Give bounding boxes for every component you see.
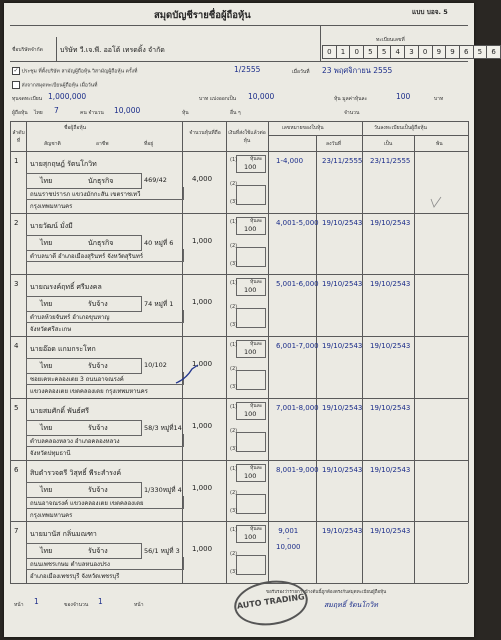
row-paid-marker-1: (1) bbox=[230, 465, 238, 472]
row-address-2: ตำบลคลองหลวง อำเภอคลองหลวง bbox=[30, 437, 120, 445]
header-occupation: อาชีพ bbox=[96, 141, 109, 147]
meeting-line: ✓ ประชุม ที่ตั้งบริษัท สามัญผู้ถือหุ้น วิสามัญผู้ถือหุ้น ครั้งที่ bbox=[13, 67, 138, 75]
row-address-1: 10/102 bbox=[144, 361, 167, 370]
header-name: ชื่อผู้ถือหุ้น bbox=[64, 125, 87, 131]
share-par: 100 bbox=[396, 92, 411, 101]
row-nationality: ไทย bbox=[40, 238, 53, 247]
header-address: ที่อยู่ bbox=[144, 141, 154, 147]
row-reg-date: 19/10/2543 bbox=[322, 527, 363, 536]
row-seq: 5 bbox=[14, 403, 19, 412]
row-shares: 1,000 bbox=[192, 545, 213, 554]
row-reg-date: 19/10/2543 bbox=[322, 218, 363, 227]
row-share-numbers: 8,001-9,000 bbox=[276, 465, 319, 474]
header-reg-date: ลงวันที่ bbox=[326, 141, 342, 147]
row-name: นายวัฒน์ มั่งมี bbox=[30, 221, 73, 230]
row-paid-unit: หุ้นละ bbox=[250, 156, 263, 162]
row-reg-date: 23/11/2555 bbox=[322, 157, 363, 165]
row-occupation: รับจ้าง bbox=[88, 547, 108, 556]
row-occupation: รับจ้าง bbox=[88, 485, 108, 494]
reg-digit-box: 5 bbox=[473, 45, 488, 59]
count-label: จำนวน bbox=[344, 110, 360, 116]
row-name: นายสมศักดิ์ พันธ์ศรี bbox=[30, 406, 90, 415]
reg-digit-box: 9 bbox=[432, 45, 447, 59]
row-paid-marker-1: (1) bbox=[230, 280, 238, 287]
row-shares: 1,000 bbox=[192, 360, 213, 369]
row-nationality: ไทย bbox=[40, 485, 53, 494]
page-label: หน้า bbox=[14, 602, 24, 608]
reg-digit-box: 6 bbox=[486, 45, 501, 59]
row-seq: 7 bbox=[14, 527, 19, 536]
row-nationality: ไทย bbox=[40, 362, 53, 371]
row-address-3: กรุงเทพมหานคร bbox=[30, 511, 73, 519]
registration-number-boxes bbox=[322, 45, 500, 58]
row-paid-marker-2: (2) bbox=[230, 366, 238, 373]
holder-shares: 10,000 bbox=[114, 106, 141, 115]
row-shares: 1,000 bbox=[192, 236, 213, 245]
row-holder-since: 19/10/2543 bbox=[370, 280, 411, 289]
row-holder-since: 19/10/2543 bbox=[370, 218, 411, 227]
header-holder-since: เป็น bbox=[384, 141, 393, 147]
reg-digit-box: 0 bbox=[418, 45, 433, 59]
row-address-2: ถนนเพชรเกษม ตำบลหนองปรง bbox=[30, 561, 110, 569]
date-label: เมื่อวันที่ bbox=[292, 69, 310, 75]
row-address-2: ถนนราชปรารภ แขวงมักกะสัน เขตราชเทวี bbox=[30, 191, 141, 198]
row-paid: 100 bbox=[244, 348, 257, 357]
row-address-1: 74 หมู่ที่ 1 bbox=[144, 300, 174, 309]
row-share-numbers: 1-4,000 bbox=[276, 157, 304, 165]
row-occupation: รับจ้าง bbox=[88, 362, 108, 371]
row-address-1: 469/42 bbox=[144, 176, 167, 184]
foreign-label: อื่น ๆ bbox=[230, 110, 241, 116]
row-seq: 2 bbox=[14, 218, 19, 227]
meeting-date: 23 พฤศจิกายน 2555 bbox=[322, 66, 393, 75]
holder-label: ผู้ถือหุ้น bbox=[12, 110, 28, 116]
row-paid: 100 bbox=[244, 163, 257, 171]
row-holder-since: 19/10/2543 bbox=[370, 465, 411, 474]
row-holder-since: 19/10/2543 bbox=[370, 527, 411, 536]
capital-label: ทุนจดทะเบียน bbox=[12, 96, 43, 102]
row-paid-marker-3: (3) bbox=[230, 507, 238, 514]
share-unit: หุ้น มูลค่าหุ้นละ bbox=[334, 96, 368, 102]
row-nationality: ไทย bbox=[40, 423, 53, 432]
row-address-3: แขวงคลองเตย เขตคลองเตย กรุงเทพมหานคร bbox=[30, 388, 148, 396]
row-paid-marker-3: (3) bbox=[230, 322, 238, 329]
row-shares: 1,000 bbox=[192, 298, 213, 307]
header-nationality: สัญชาติ bbox=[44, 141, 61, 147]
header-shares: จำนวนหุ้นที่ถือ bbox=[189, 130, 221, 136]
row-reg-date: 19/10/2543 bbox=[322, 280, 363, 289]
row-nationality: ไทย bbox=[40, 300, 53, 309]
meeting-checkbox[interactable]: ✓ bbox=[13, 67, 19, 74]
row-name: นายสุกฤษฎ์ รัตนโกวิท bbox=[30, 160, 97, 168]
signature: สมฤทธิ์ รัตนโกวิท bbox=[324, 601, 378, 609]
row-address-1: 58/3 หมู่ที่14 bbox=[144, 423, 182, 432]
row-address-2: ตำบลห้วยจันทร์ อำเภอขุนหาญ bbox=[30, 314, 110, 322]
row-holder-since: 19/10/2543 bbox=[370, 342, 411, 351]
row-paid-unit: หุ้นละ bbox=[250, 217, 263, 224]
row-name: นายอ๊อด แกมกระโทก bbox=[30, 345, 96, 354]
row-address-3: อำเภอเมืองเพชรบุรี จังหวัดเพชรบุรี bbox=[30, 573, 120, 581]
certify-text: ขอรับรองว่ารายการข้างต้นนี้ถูกต้องตรงกับสมุดทะเบียนผู้ถือหุ้น bbox=[266, 590, 387, 595]
reg-digit-box: 3 bbox=[404, 45, 419, 59]
form-code: แบบ บอจ. 5 bbox=[412, 8, 448, 16]
document-page bbox=[4, 3, 496, 637]
row-paid-marker-1: (1) bbox=[230, 157, 238, 163]
header-seq: ลำดับที่ bbox=[12, 130, 25, 144]
pen-mark-icon bbox=[174, 363, 204, 387]
row-occupation: รับจ้าง bbox=[88, 300, 108, 309]
row-paid-marker-2: (2) bbox=[230, 304, 238, 311]
row-holder-since: 23/11/2555 bbox=[370, 157, 411, 165]
row-paid-marker-1: (1) bbox=[230, 527, 238, 534]
row-seq: 6 bbox=[14, 465, 19, 474]
page-number: 1 bbox=[34, 597, 39, 606]
header-share-numbers: เลขหมายของใบหุ้น bbox=[282, 125, 324, 131]
row-paid-unit: หุ้นละ bbox=[250, 341, 263, 348]
row-shares: 1,000 bbox=[192, 483, 213, 492]
header-holder-date: วันลงทะเบียนเป็นผู้ถือหุ้น bbox=[374, 125, 427, 131]
row-address-1: 1/330หมู่ที่ 4 bbox=[144, 485, 182, 494]
holder-thai-count: 7 bbox=[54, 106, 59, 115]
row-address-2: ซอยเคหะคลองเตย 3 ถนนอาจณรงค์ bbox=[30, 376, 124, 384]
row-paid-unit: หุ้นละ bbox=[250, 279, 263, 286]
row-holder-since: 19/10/2543 bbox=[370, 403, 411, 412]
company-stamp: AUTO TRADING bbox=[231, 576, 310, 630]
row-address-2: ตำบลนาดี อำเภอเมืองสุรินทร์ จังหวัดสุรินทร์ bbox=[30, 252, 144, 260]
reg-digit-box: 0 bbox=[349, 45, 364, 59]
pages-unit: หน้า bbox=[134, 602, 144, 608]
row-paid-marker-1: (1) bbox=[230, 342, 238, 349]
row-address-3: กรุงเทพมหานคร bbox=[30, 203, 73, 210]
row-name: สิบตำรวจตรี วิสุทธิ์ พีระสำรงค์ bbox=[30, 468, 122, 477]
holder-person-label: คน จำนวน bbox=[80, 110, 104, 116]
row-occupation: รับจ้าง bbox=[88, 423, 108, 432]
row-shares: 1,000 bbox=[192, 421, 213, 430]
reg-digit-box: 5 bbox=[377, 45, 392, 59]
row-share-numbers: 6,001-7,000 bbox=[276, 342, 319, 351]
row-address-1: 56/1 หมู่ที่ 3 bbox=[144, 547, 180, 556]
capital-unit: บาท แบ่งออกเป็น bbox=[199, 96, 237, 102]
row-seq: 4 bbox=[14, 342, 19, 351]
of-label: ของจำนวน bbox=[64, 602, 89, 608]
row-paid-marker-2: (2) bbox=[230, 242, 238, 249]
holder-thai-label: ไทย bbox=[34, 110, 43, 116]
row-paid-unit: หุ้นละ bbox=[250, 402, 263, 409]
company-label: ชื่อบริษัทจำกัด bbox=[12, 47, 43, 53]
header-paid: เงินที่ส่งใช้แล้วต่อหุ้น bbox=[228, 130, 266, 144]
total-pages: 1 bbox=[98, 597, 103, 606]
row-nationality: ไทย bbox=[40, 547, 53, 556]
row-share-numbers: 5,001-6,000 bbox=[276, 280, 319, 289]
row-paid: 100 bbox=[244, 409, 257, 418]
alt-checkbox[interactable] bbox=[12, 81, 20, 89]
row-paid-marker-1: (1) bbox=[230, 403, 238, 410]
share-count: 10,000 bbox=[248, 92, 275, 101]
row-paid-marker-3: (3) bbox=[230, 199, 238, 205]
row-occupation: นักธุรกิจ bbox=[88, 238, 114, 247]
row-seq: 1 bbox=[14, 157, 19, 165]
row-occupation: นักธุรกิจ bbox=[88, 177, 114, 185]
reg-digit-box: 1 bbox=[336, 45, 351, 59]
row-nationality: ไทย bbox=[40, 177, 53, 185]
row-reg-date: 19/10/2543 bbox=[322, 465, 363, 474]
row-paid-marker-3: (3) bbox=[230, 384, 238, 391]
row-paid: 100 bbox=[244, 533, 257, 542]
holder-shares-unit: หุ้น bbox=[182, 110, 189, 116]
row-seq: 3 bbox=[14, 280, 19, 289]
row-address-2: ถนนอาจณรงค์ แขวงคลองเตย เขตคลองเตย bbox=[30, 499, 144, 507]
row-address-3: จังหวัดปทุมธานี bbox=[30, 449, 71, 457]
baht-label: บาท bbox=[434, 96, 444, 102]
row-paid-marker-1: (1) bbox=[230, 218, 238, 225]
row-paid-unit: หุ้นละ bbox=[250, 526, 263, 533]
row-share-numbers: 9,001 - 10,000 bbox=[276, 527, 301, 552]
reg-digit-box: 5 bbox=[363, 45, 378, 59]
row-paid-marker-3: (3) bbox=[230, 445, 238, 452]
row-paid-marker-3: (3) bbox=[230, 260, 238, 267]
reg-digit-box: 9 bbox=[445, 45, 460, 59]
meeting-number: 1/2555 bbox=[234, 65, 261, 74]
row-name: นายมานัส กลิ่นมณฑา bbox=[30, 530, 97, 539]
capital-value: 1,000,000 bbox=[48, 92, 87, 101]
row-paid: 100 bbox=[244, 471, 257, 480]
row-paid: 100 bbox=[244, 286, 257, 295]
row-reg-date: 19/10/2543 bbox=[322, 342, 363, 351]
alt-line: ส่งจากสมุดทะเบียนผู้ถือหุ้น เมื่อวันที่ bbox=[12, 81, 97, 90]
document-title: สมุดบัญชีรายชื่อผู้ถือหุ้น bbox=[154, 10, 251, 21]
reg-no-label: ทะเบียนเลขที่ bbox=[376, 37, 405, 43]
row-share-numbers: 4,001-5,000 bbox=[276, 218, 319, 227]
row-paid-unit: หุ้นละ bbox=[250, 464, 263, 471]
row-reg-date: 19/10/2543 bbox=[322, 403, 363, 412]
row-paid-marker-2: (2) bbox=[230, 489, 238, 496]
row-address-1: 40 หมู่ที่ 6 bbox=[144, 238, 174, 247]
row-address-3: จังหวัดศรีสะเกษ bbox=[30, 326, 72, 334]
row-paid-marker-2: (2) bbox=[230, 551, 238, 558]
reg-digit-box: 0 bbox=[322, 45, 337, 59]
company-name: บริษัท วี.เจ.พี. ออโต้ เทรดดิ้ง จำกัด bbox=[60, 46, 165, 54]
reg-digit-box: 6 bbox=[459, 45, 474, 59]
row-share-numbers: 7,001-8,000 bbox=[276, 403, 319, 412]
reg-digit-box: 4 bbox=[390, 45, 405, 59]
row-shares: 4,000 bbox=[192, 175, 213, 183]
row-name: นายณรงค์ฤทธิ์ ศรีมงคล bbox=[30, 283, 102, 292]
row-paid-marker-2: (2) bbox=[230, 181, 238, 187]
row-paid-marker-2: (2) bbox=[230, 427, 238, 434]
check-mark-icon bbox=[429, 195, 443, 209]
header-holder-until: พ้น bbox=[436, 141, 443, 147]
row-paid-marker-3: (3) bbox=[230, 569, 238, 576]
row-paid: 100 bbox=[244, 224, 257, 233]
